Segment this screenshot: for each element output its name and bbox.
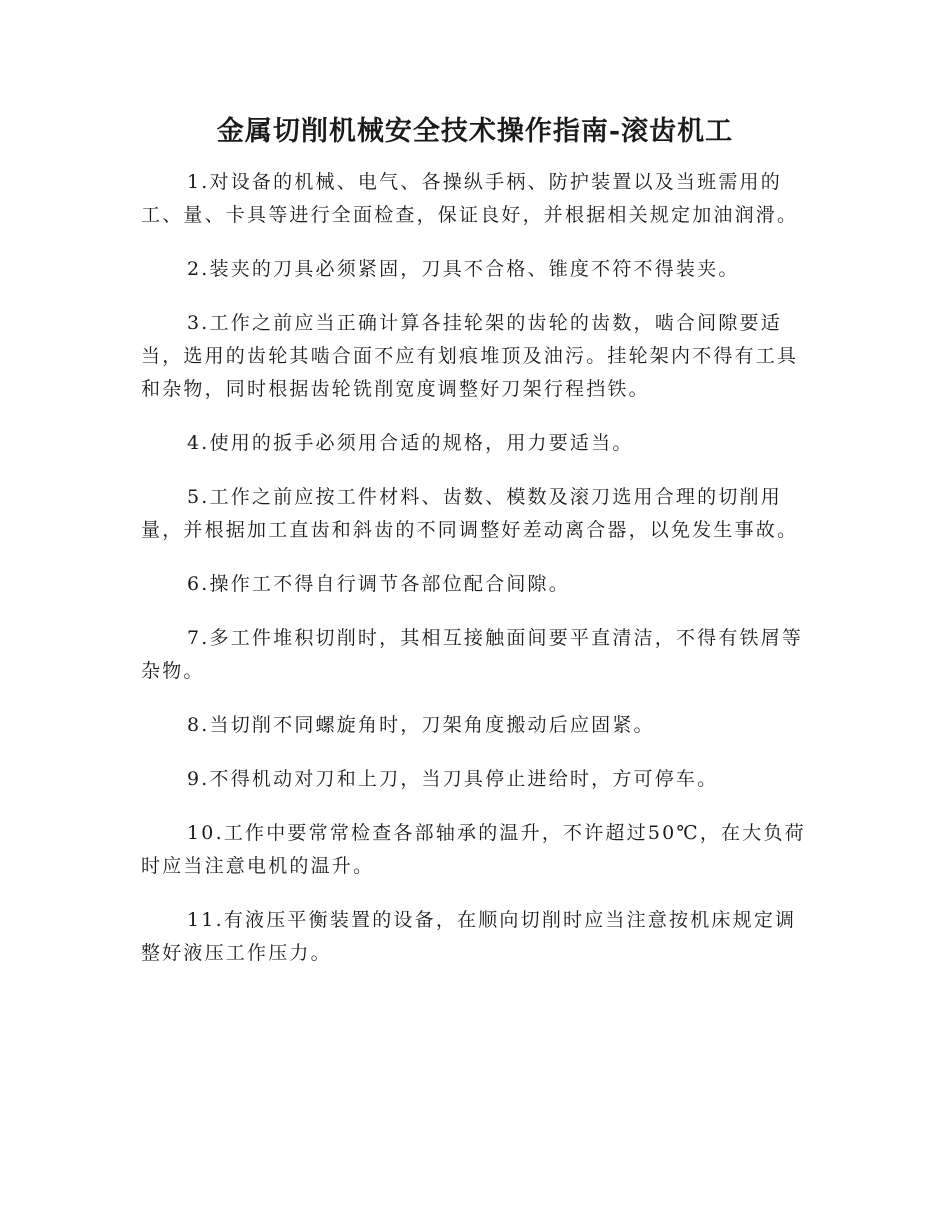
paragraph-5: 5.工作之前应按工件材料、齿数、模数及滚刀选用合理的切削用量，并根据加工直齿和斜齿的不同调整好差动离合器，以免发生事故。 (141, 486, 799, 541)
paragraph-4: 4.使用的扳手必须用合适的规格，用力要适当。 (187, 432, 634, 454)
paragraph-9: 9.不得机动对刀和上刀，当刀具停止进给时，方可停车。 (187, 768, 719, 790)
paragraph-7: 7.多工件堆积切削时，其相互接触面间要平直清洁，不得有铁屑等杂物。 (141, 627, 804, 682)
paragraph-11: 11.有液压平衡装置的设备，在顺向切削时应当注意按机床规定调整好液压工作压力。 (141, 909, 797, 964)
paragraph-10: 10.工作中要常常检查各部轴承的温升，不许超过50℃，在大负荷时应当注意电机的温升。 (141, 822, 806, 877)
paragraph-1: 1.对设备的机械、电气、各操纵手柄、防护装置以及当班需用的工、量、卡具等进行全面检查，保证良好，并根据相关规定加油润滑。 (141, 171, 799, 226)
paragraph-8: 8.当切削不同螺旋角时，刀架角度搬动后应固紧。 (187, 714, 655, 736)
document-title: 金属切削机械安全技术操作指南-滚齿机工 (216, 116, 734, 147)
paragraph-2: 2.装夹的刀具必须紧固，刀具不合格、锥度不符不得装夹。 (187, 258, 740, 280)
document-body (141, 166, 809, 991)
paragraph-3: 3.工作之前应当正确计算各挂轮架的齿轮的齿数，啮合间隙要适当，选用的齿轮其啮合面不应有划痕堆顶及油污。挂轮架内不得有工具和杂物，同时根据齿轮铣削宽度调整好刀架行程挡铁。 (141, 312, 799, 400)
paragraph-6: 6.操作工不得自行调节各部位配合间隙。 (187, 573, 570, 595)
